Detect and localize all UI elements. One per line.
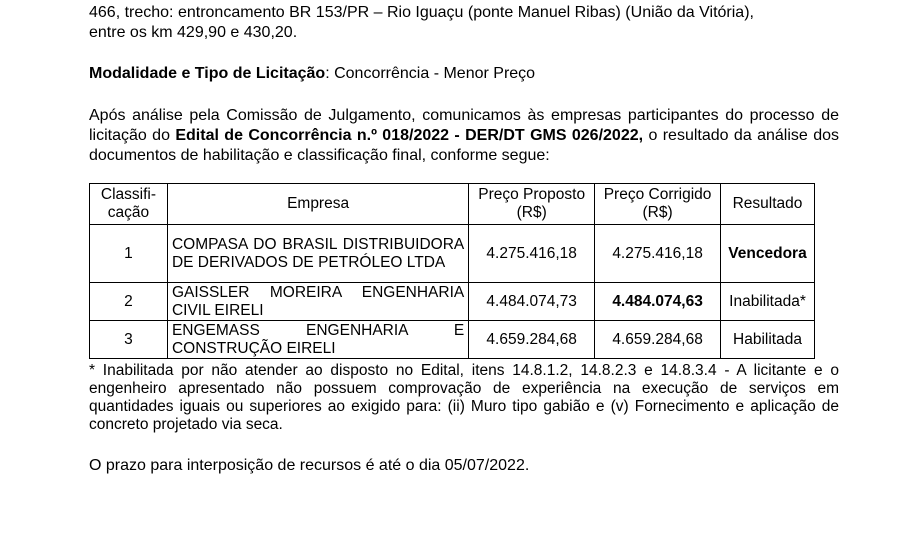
cell-resultado: Habilitada xyxy=(721,321,815,359)
header-empresa: Empresa xyxy=(167,184,468,225)
header-preco-corrigido: Preço Corrigido (R$) xyxy=(595,184,721,225)
cell-classificacao: 3 xyxy=(90,321,168,359)
cell-empresa: GAISSLER MOREIRA ENGENHARIA CIVIL EIRELI xyxy=(167,283,468,321)
prazo-recursos: O prazo para interposição de recursos é até o dia 05/07/2022. xyxy=(89,457,530,474)
modalidade-paragraph xyxy=(89,64,839,84)
analise-text-1: Após análise pela Comissão de Julgamento, comunicamos às empresas participantes do processo de licitação do xyxy=(89,107,839,144)
intro-line-1: 466, trecho: entroncamento BR 153/PR – Rio Iguaçu (ponte Manuel Ribas) (União da Vitória), xyxy=(89,4,754,21)
cell-preco-corrigido: 4.659.284,68 xyxy=(595,321,721,359)
results-table xyxy=(89,183,815,359)
analise-paragraph xyxy=(89,106,839,166)
table-row xyxy=(90,225,815,283)
footnote: * Inabilitada por não atender ao disposto no Edital, itens 14.8.1.2, 14.8.2.3 e 14.8.3.4 - A licitante e o engenheiro apresentado não possuem comprovação de experiência na execução de serviços em quantidades iguais ou superiores ao exigido para: (ii) Muro tipo gabião e (v) Fornecimento e aplicação de concreto projetado via seca. xyxy=(89,362,839,433)
cell-classificacao: 2 xyxy=(90,283,168,321)
cell-preco-proposto: 4.659.284,68 xyxy=(469,321,595,359)
cell-empresa: ENGEMASS ENGENHARIA E CONSTRUÇÃO EIRELI xyxy=(167,321,468,359)
intro-line-2: entre os km 429,90 e 430,20. xyxy=(89,24,298,41)
cell-preco-corrigido: 4.275.416,18 xyxy=(595,225,721,283)
edital-reference: Edital de Concorrência n.º 018/2022 - DER/DT GMS 026/2022, xyxy=(175,127,644,144)
header-classificacao: Classifi- cação xyxy=(90,184,168,225)
cell-preco-proposto: 4.275.416,18 xyxy=(469,225,595,283)
cell-classificacao: 1 xyxy=(90,225,168,283)
table-row xyxy=(90,283,815,321)
header-resultado: Resultado xyxy=(721,184,815,225)
cell-preco-corrigido: 4.484.074,63 xyxy=(595,283,721,321)
cell-empresa: COMPASA DO BRASIL DISTRIBUIDORA DE DERIVADOS DE PETRÓLEO LTDA xyxy=(167,225,468,283)
table-row xyxy=(90,321,815,359)
cell-resultado: Inabilitada* xyxy=(721,283,815,321)
modalidade-label: Modalidade e Tipo de Licitação xyxy=(89,65,326,82)
cell-preco-proposto: 4.484.074,73 xyxy=(469,283,595,321)
cell-resultado: Vencedora xyxy=(721,225,815,283)
header-preco-proposto: Preço Proposto (R$) xyxy=(469,184,595,225)
modalidade-value: : Concorrência - Menor Preço xyxy=(325,65,536,82)
table-header-row xyxy=(90,184,815,225)
analise-text-2: o resultado da análise dos documentos de habilitação e classificação final, conforme segue: xyxy=(89,127,839,164)
